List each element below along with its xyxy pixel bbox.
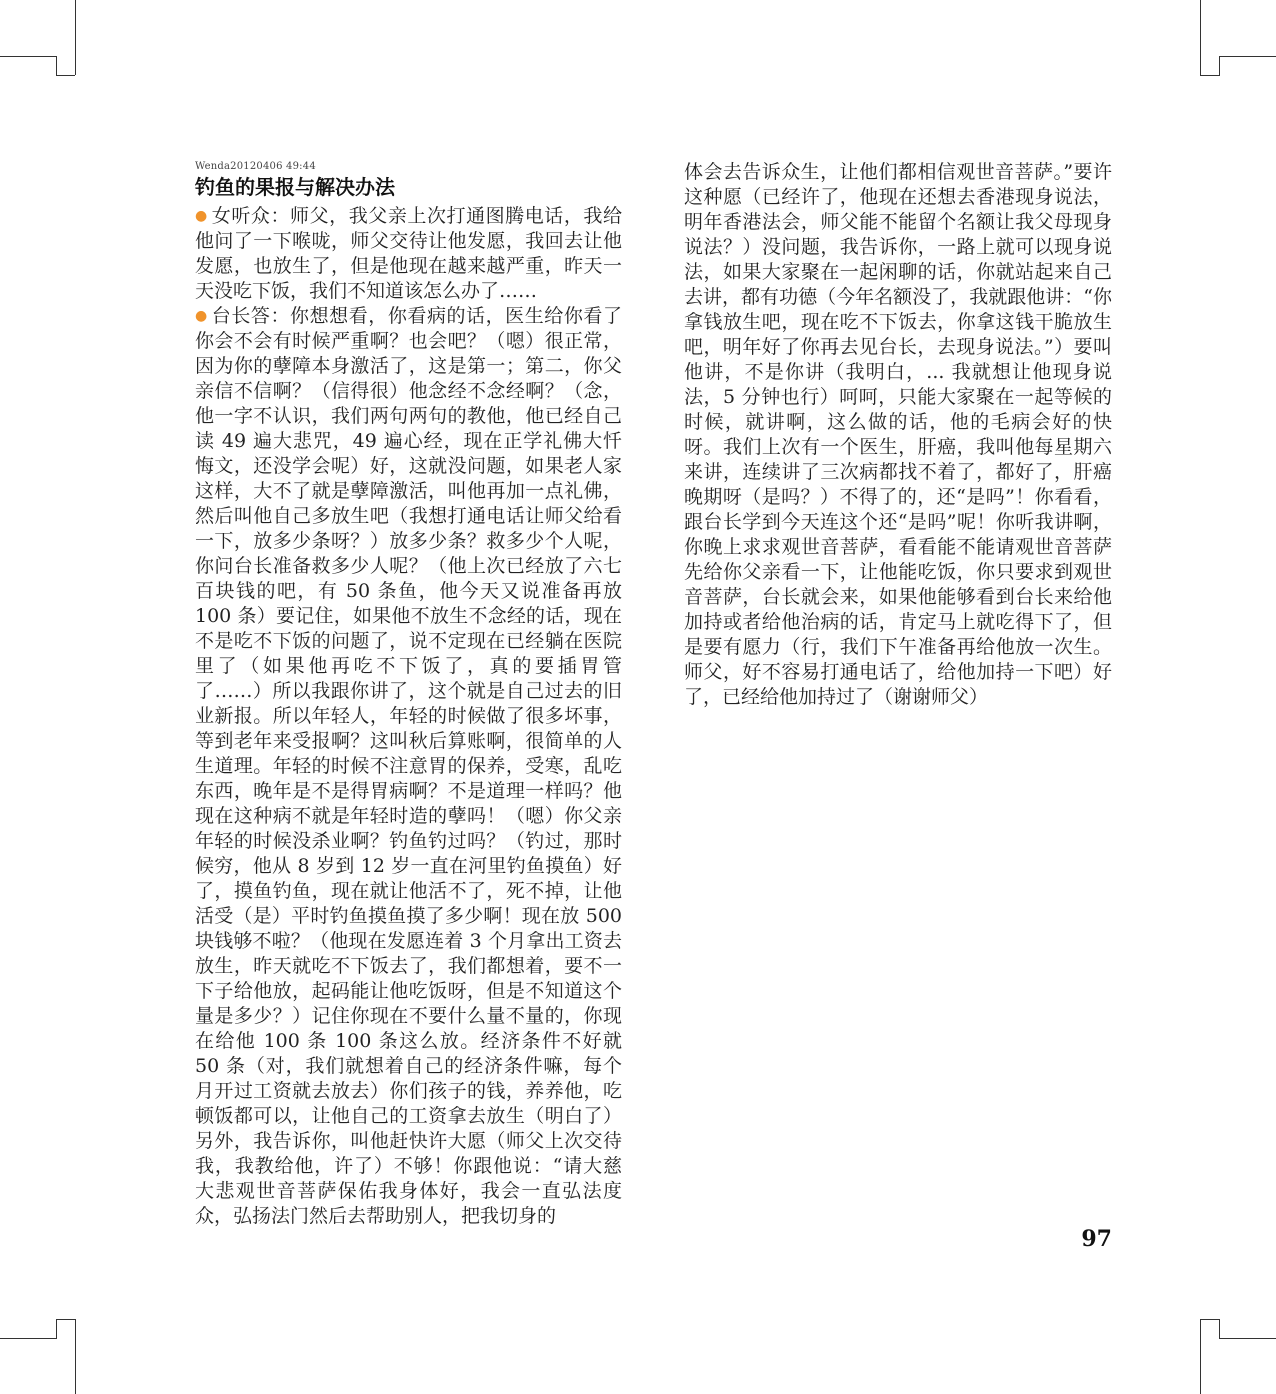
crop-mark: [56, 1319, 57, 1339]
listener-question-text: 女听众：师父，我父亲上次打通图腾电话，我给他问了一下喉咙，师父交待让他发愿，我回去让他发愿，也放生了，但是他现在越来越严重，昨天一天没吃下饭，我们不知道该怎么办了……: [195, 205, 622, 302]
listener-question: [195, 204, 622, 304]
crop-mark: [1220, 56, 1276, 57]
article-code: Wenda20120406 49:44: [195, 161, 316, 172]
crop-mark: [75, 0, 76, 75]
bullet-dot-icon: ●: [195, 308, 208, 324]
host-answer: [195, 304, 622, 1229]
right-column: [684, 160, 1112, 710]
left-column: [195, 160, 622, 1229]
crop-mark: [56, 1319, 75, 1320]
host-answer-continued: 体会去告诉众生，让他们都相信观世音菩萨。”要许这种愿（已经许了，他现在还想去香港现身说法，明年香港法会，师父能不能留个名额让我父母现身说法？）没问题，我告诉你，一路上就可以现身说法，如果大家聚在一起闲聊的话，你就站起来自己去讲，都有功德（今年名额没了，我就跟他讲：“你拿钱放生吧，现在吃不下饭去，你拿这钱干脆放生吧，明年好了你再去见台长，去现身说法。”）要叫他讲，不是你讲（我明白，... 我就想让他现身说法，5 分钟也行）呵呵，只能大家聚在一起等候的时候，就讲啊，这么做的话，他的毛病会好的快呀。我们上次有一个医生，肝癌，我叫他每星期六来讲，连续讲了三次病都找不着了，都好了，肝癌晚期呀（是吗？）不得了的，还“是吗”！你看看，跟台长学到今天连这个还“是吗”呢！你听我讲啊，你晚上求求观世音菩萨，看看能不能请观世音菩萨先给你父亲看一下，让他能吃饭，你只要求到观世音菩萨，台长就会来，如果他能够看到台长来给他加持或者给他治病的话，肯定马上就吃得下了，但是要有愿力（行，我们下午准备再给他放一次生。师父，好不容易打通电话了，给他加持一下吧）好了，已经给他加持过了（谢谢师父）: [684, 161, 1112, 708]
page-number: 97: [1081, 1226, 1112, 1252]
article-title: 钓鱼的果报与解决办法: [195, 175, 395, 199]
host-answer-text: 台长答：你想想看，你看病的话，医生给你看了你会不会有时候严重啊？也会吧？（嗯）很正常，因为你的孽障本身激活了，这是第一；第二，你父亲信不信啊？（信得很）他念经不念经啊？（念，他一字不认识，我们两句两句的教他，他已经自己读 49 遍大悲咒，49 遍心经，现在正学礼佛大忏悔文，还没学会呢）好，这就没问题，如果老人家这样，大不了就是孽障激活，叫他再加一点礼佛，然后叫他自己多放生吧（我想打通电话让师父给看一下，放多少条呀？）放多少条？救多少个人呢，你问台长准备救多少人呢？（他上次已经放了六七百块钱的吧，有 50 条鱼，他今天又说准备再放 100 条）要记住，如果他不放生不念经的话，现在不是吃不下饭的问题了，说不定现在已经躺在医院里了（如果他再吃不下饭了，真的要插胃管了……）所以我跟你讲了，这个就是自己过去的旧业新报。所以年轻人，年轻的时候做了很多坏事，等到老年来受报啊？这叫秋后算账啊，很简单的人生道理。年轻的时候不注意胃的保养，受寒，乱吃东西，晚年是不是得胃病啊？不是道理一样吗？他现在这种病不就是年轻时造的孽吗！（嗯）你父亲年轻的时候没杀业啊？钓鱼钓过吗？（钓过，那时候穷，他从 8 岁到 12 岁一直在河里钓鱼摸鱼）好了，摸鱼钓鱼，现在就让他活不了，死不掉，让他活受（是）平时钓鱼摸鱼摸了多少啊！现在放 500 块钱够不啦？（他现在发愿连着 3 个月拿出工资去放生，昨天就吃不下饭去了，我们都想着，要不一下子给他放，起码能让他吃饭呀，但是不知道这个量是多少？）记住你现在不要什么量不量的，你现在给他 100 条 100 条这么放。经济条件不好就 50 条（对，我们就想着自己的经济条件嘛，每个月开过工资就去放去）你们孩子的钱，养养他，吃顿饭都可以，让他自己的工资拿去放生（明白了）另外，我告诉你，叫他赶快许大愿（师父上次交待我，我教给他，许了）不够！你跟他说：“请大慈大悲观世音菩萨保佑我身体好，我会一直弘法度众，弘扬法门然后去帮助别人，把我切身的: [195, 305, 622, 1227]
crop-mark: [1200, 0, 1201, 75]
crop-mark: [0, 1338, 56, 1339]
crop-mark: [1219, 56, 1220, 76]
crop-mark: [1219, 1319, 1220, 1339]
crop-mark: [1200, 75, 1220, 76]
crop-mark: [56, 56, 57, 76]
crop-mark: [1200, 1319, 1220, 1320]
bullet-dot-icon: ●: [195, 208, 208, 224]
crop-mark: [1220, 1338, 1276, 1339]
crop-mark: [75, 1319, 76, 1394]
crop-mark: [56, 75, 75, 76]
crop-mark: [0, 56, 56, 57]
crop-mark: [1200, 1319, 1201, 1394]
